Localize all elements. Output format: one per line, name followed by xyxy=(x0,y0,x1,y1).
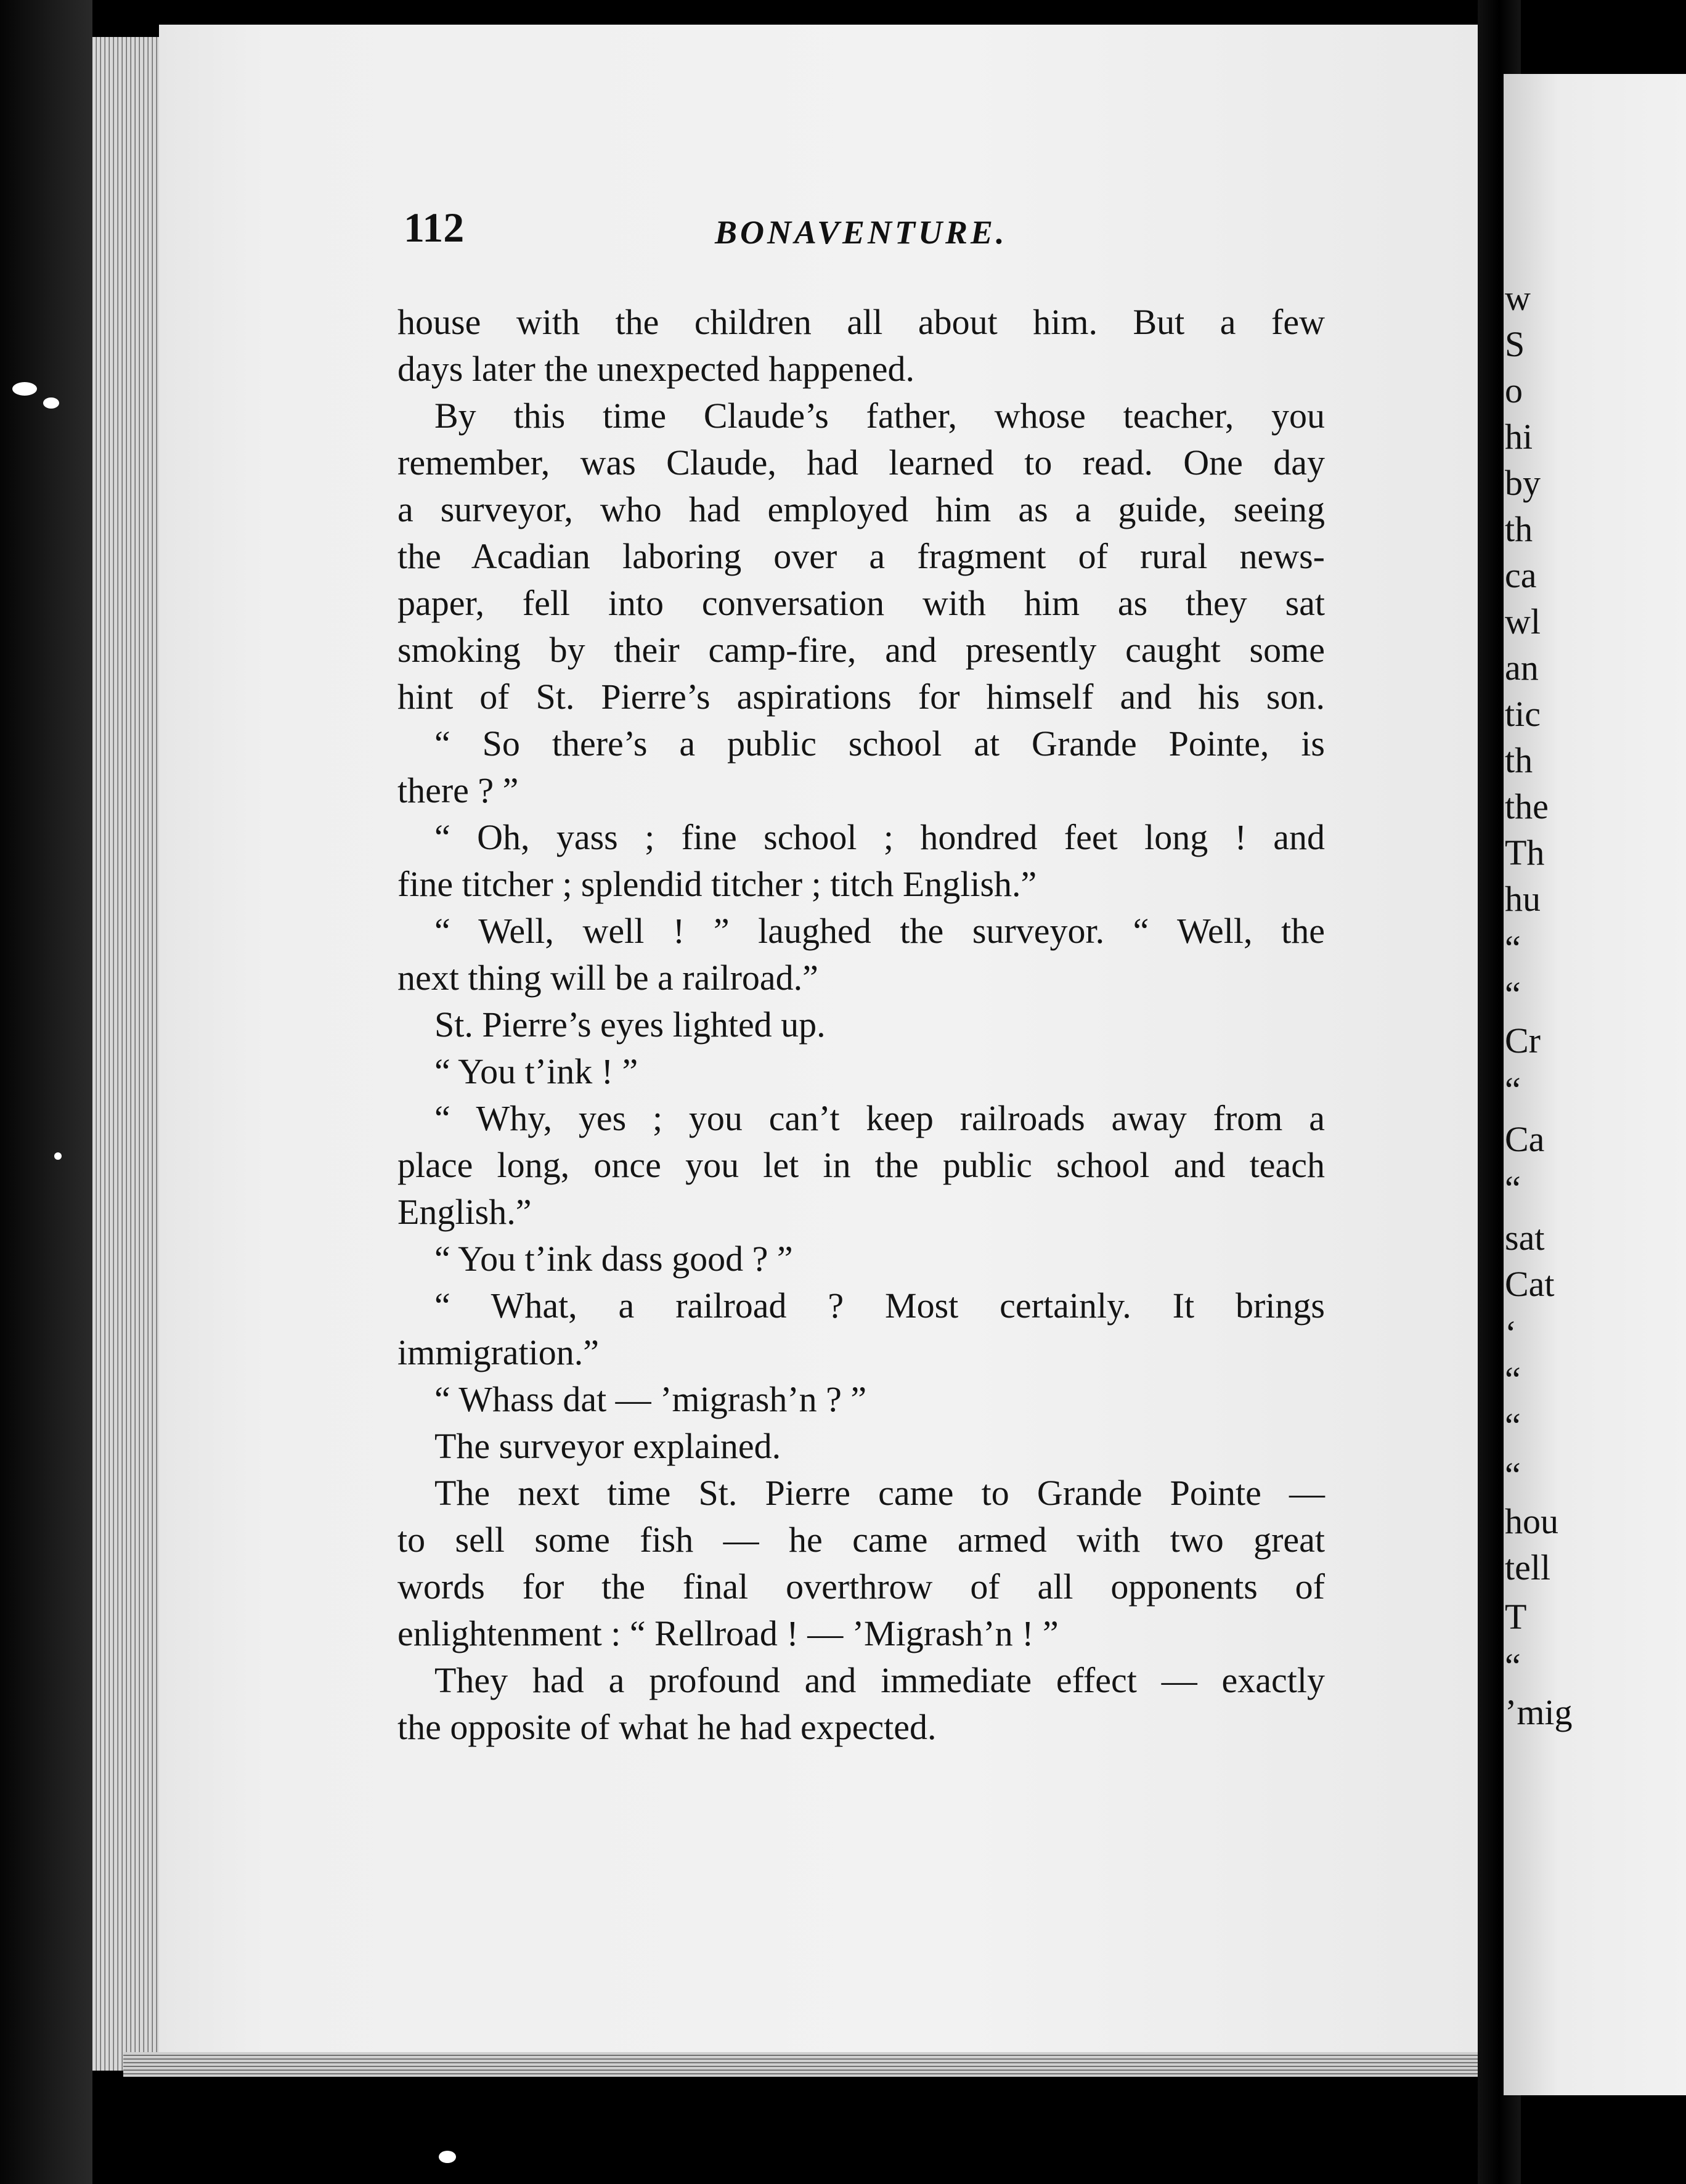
text-line: place long, once you let in the public school and teach xyxy=(397,1145,1325,1185)
text-line: “ Whass dat — ’migrash’n ? ” xyxy=(434,1379,867,1419)
facing-page-fragment: “ xyxy=(1505,1168,1521,1208)
facing-page-fragment: “ xyxy=(1505,1646,1521,1686)
text-line: The surveyor explained. xyxy=(434,1426,781,1466)
text-line: the opposite of what he had expected. xyxy=(397,1707,937,1747)
text-line: hint of St. Pierre’s aspirations for himself and his son. xyxy=(397,677,1325,717)
facing-page-fragment: “ xyxy=(1505,1359,1521,1400)
facing-page-fragment: hu xyxy=(1505,879,1541,919)
facing-page-fragment: S xyxy=(1505,324,1525,364)
facing-page-fragment: “ xyxy=(1505,928,1521,968)
text-line: St. Pierre’s eyes lighted up. xyxy=(434,1004,826,1045)
facing-page-fragment: ‘ xyxy=(1505,1313,1517,1353)
facing-page-fragment: ca xyxy=(1505,555,1537,595)
facing-page xyxy=(1504,74,1686,2095)
scan-speck xyxy=(43,397,59,409)
text-line: smoking by their camp-fire, and presently caught some xyxy=(397,630,1325,670)
text-line: “ You t’ink dass good ? ” xyxy=(434,1239,793,1279)
facing-page-fragment: wl xyxy=(1505,601,1541,642)
text-line: “ Well, well ! ” laughed the surveyor. “ Well, the xyxy=(434,911,1325,951)
scan-speck xyxy=(439,2151,456,2163)
facing-page-fragment: Th xyxy=(1505,833,1545,873)
running-head xyxy=(404,203,1519,259)
running-title: BONAVENTURE. xyxy=(715,214,1008,251)
text-line: next thing will be a railroad.” xyxy=(397,958,818,998)
text-line: immigration.” xyxy=(397,1332,599,1372)
text-line: English.” xyxy=(397,1192,532,1232)
facing-page-fragment: “ xyxy=(1505,974,1521,1014)
stacked-page-edges xyxy=(92,37,160,2071)
book-spine-left xyxy=(0,0,92,2184)
facing-page-fragment: T xyxy=(1505,1597,1527,1637)
facing-page-fragment: th xyxy=(1505,740,1533,780)
facing-page-fragment: Cat xyxy=(1505,1264,1555,1304)
text-line: They had a profound and immediate effect — exactly xyxy=(434,1660,1325,1700)
facing-page-fragment: “ xyxy=(1505,1070,1521,1110)
facing-page-fragment: “ xyxy=(1505,1406,1521,1446)
facing-page-fragment: sat xyxy=(1505,1218,1545,1258)
text-line: there ? ” xyxy=(397,770,519,810)
text-line: “ Oh, yass ; fine school ; hondred feet long ! and xyxy=(434,817,1325,857)
facing-page-fragment: Ca xyxy=(1505,1119,1545,1159)
facing-page-fragment: by xyxy=(1505,463,1541,503)
text-line: “ You t’ink ! ” xyxy=(434,1051,638,1091)
facing-page-fragment: ’mig xyxy=(1505,1692,1573,1732)
text-line: “ Why, yes ; you can’t keep railroads away from a xyxy=(434,1098,1325,1138)
facing-page-fragment: w xyxy=(1505,278,1531,318)
text-line: enlightenment : “ Rellroad ! — ’Migrash’n ! ” xyxy=(397,1613,1059,1653)
facing-page-fragment: Cr xyxy=(1505,1021,1541,1061)
text-line: paper, fell into conversation with him as they sat xyxy=(397,583,1325,623)
body-text xyxy=(397,299,1325,1751)
text-line: house with the children all about him. But a few xyxy=(397,302,1325,342)
text-line: a surveyor, who had employed him as a guide, seeing xyxy=(397,489,1325,529)
text-line: words for the final overthrow of all opponents of xyxy=(397,1567,1325,1607)
facing-page-fragment: o xyxy=(1505,370,1523,410)
facing-page-fragment: th xyxy=(1505,509,1533,549)
facing-page-fragment: the xyxy=(1505,786,1549,826)
scan-speck xyxy=(54,1152,62,1160)
facing-page-fragment: tell xyxy=(1505,1547,1551,1587)
scan-speck xyxy=(12,382,37,396)
facing-page-fragment: “ xyxy=(1505,1455,1521,1495)
text-line: remember, was Claude, had learned to read. One day xyxy=(397,442,1325,483)
text-line: “ What, a railroad ? Most certainly. It brings xyxy=(434,1286,1325,1326)
text-line: fine titcher ; splendid titcher ; titch English.” xyxy=(397,864,1037,904)
page-number: 112 xyxy=(404,204,465,251)
text-line: the Acadian laboring over a fragment of rural news- xyxy=(397,536,1325,576)
facing-page-fragment: tic xyxy=(1505,694,1541,734)
text-line: “ So there’s a public school at Grande Pointe, is xyxy=(434,723,1325,764)
text-line: By this time Claude’s father, whose teacher, you xyxy=(434,396,1325,436)
facing-page-fragment: hi xyxy=(1505,417,1533,457)
page-bottom-edge xyxy=(123,2052,1479,2077)
text-line: days later the unexpected happened. xyxy=(397,349,915,389)
text-line: to sell some fish — he came armed with two great xyxy=(397,1520,1325,1560)
facing-page-fragment: an xyxy=(1505,648,1539,688)
text-line: The next time St. Pierre came to Grande Pointe — xyxy=(434,1473,1325,1513)
facing-page-fragment: hou xyxy=(1505,1501,1558,1541)
